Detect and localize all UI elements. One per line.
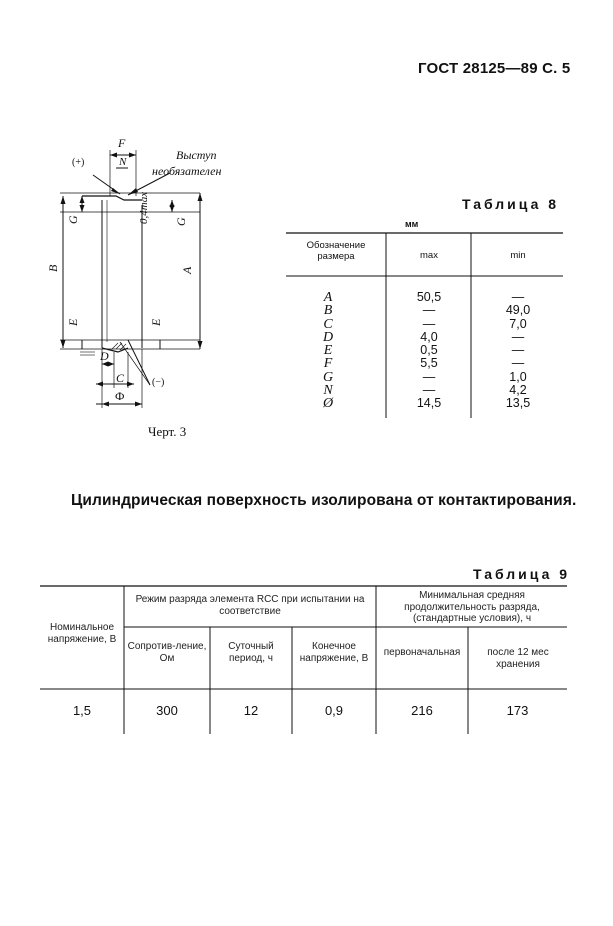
table8-sym: D (322, 329, 334, 345)
table9-header-min-duration: Минимальная средняя продолжительность разряда, (стандартные условия), ч (404, 590, 540, 624)
table9-header-nominal-voltage: Номинальное напряжение, В (47, 622, 117, 645)
table8-min: — (511, 329, 525, 344)
table8-max: — (422, 316, 436, 331)
table9-cell-daily-period: 12 (243, 703, 259, 718)
label-a: A (180, 266, 194, 274)
table9-cell-initial: 216 (411, 703, 433, 718)
label-e-left: E (66, 318, 80, 326)
table8-min: — (511, 343, 525, 358)
table8-min: 13,5 (505, 396, 531, 411)
table8-header-max: max (420, 250, 438, 261)
table8-sym: B (323, 303, 333, 319)
statement-text: Цилиндрическая поверхность изолирована от контактирования. (71, 492, 577, 509)
table8-min: 7,0 (509, 316, 527, 331)
table9-caption: Таблица 9 (473, 566, 571, 582)
table9-cell-after-storage: 173 (506, 703, 529, 718)
label-c: C (116, 371, 125, 385)
table8-max: 4,0 (420, 329, 438, 344)
table8-min: 4,2 (509, 383, 527, 398)
table8-max: 0,5 (420, 343, 438, 358)
label-e-right: E (149, 318, 163, 326)
page-header: ГОСТ 28125—89 С. 5 (418, 60, 571, 77)
label-g-left: G (66, 215, 80, 224)
table9-cell-nominal-voltage: 1,5 (72, 703, 92, 718)
table8-max: 14,5 (416, 396, 442, 411)
table8-max: — (422, 303, 436, 318)
table8-sym: A (323, 290, 333, 305)
table8-sym: E (323, 343, 333, 359)
label-protrusion-2: необязателен (152, 164, 222, 178)
table9-header-daily-period: Суточный период, ч (228, 641, 274, 664)
table9-header-final-voltage: Конечное напряжение, В (299, 641, 369, 664)
table8-header-designation: Обозначение размера (306, 240, 366, 262)
table8-sym: C (323, 316, 333, 332)
label-tilt: 0,4max (138, 191, 150, 224)
label-plus: (+) (72, 157, 85, 168)
table8-max: 5,5 (420, 356, 438, 371)
table8-min: 1,0 (509, 369, 527, 384)
label-f: F (118, 136, 126, 150)
label-b: B (46, 264, 60, 272)
table8-min: — (511, 290, 525, 304)
label-d: D (100, 349, 109, 363)
table9-header-discharge-mode: Режим разряда элемента RCC при испытании на соответствие (135, 594, 365, 617)
table8-min: 49,0 (505, 303, 531, 318)
label-phi: Ф (115, 389, 125, 403)
table8-min: — (511, 356, 525, 371)
table8-header-min: min (510, 250, 526, 261)
label-g-right: G (174, 217, 188, 226)
table8-sym: G (322, 369, 334, 385)
table8-sym: Ø (322, 396, 334, 412)
table8-max: — (422, 383, 436, 398)
table9-header-resistance: Сопротив-ление, Ом (127, 641, 207, 664)
table8-sym: N (323, 383, 333, 399)
label-minus: (−) (152, 377, 165, 388)
table9-cell-resistance: 300 (156, 703, 178, 718)
figure-caption: Черт. 3 (148, 424, 187, 439)
table8-sym: F (323, 356, 333, 372)
table9-header-initial: первоначальная (383, 647, 461, 658)
table8-caption: Таблица 8 (462, 196, 560, 212)
table9-cell-final-voltage: 0,9 (324, 703, 344, 718)
table8-unit: мм (405, 219, 419, 229)
table9-header-after-storage: после 12 мес хранения (487, 647, 549, 670)
label-protrusion-1: Выступ (176, 148, 217, 162)
label-n: N (119, 156, 127, 168)
table8-max: 50,5 (416, 290, 442, 304)
table8-max: — (422, 369, 436, 384)
